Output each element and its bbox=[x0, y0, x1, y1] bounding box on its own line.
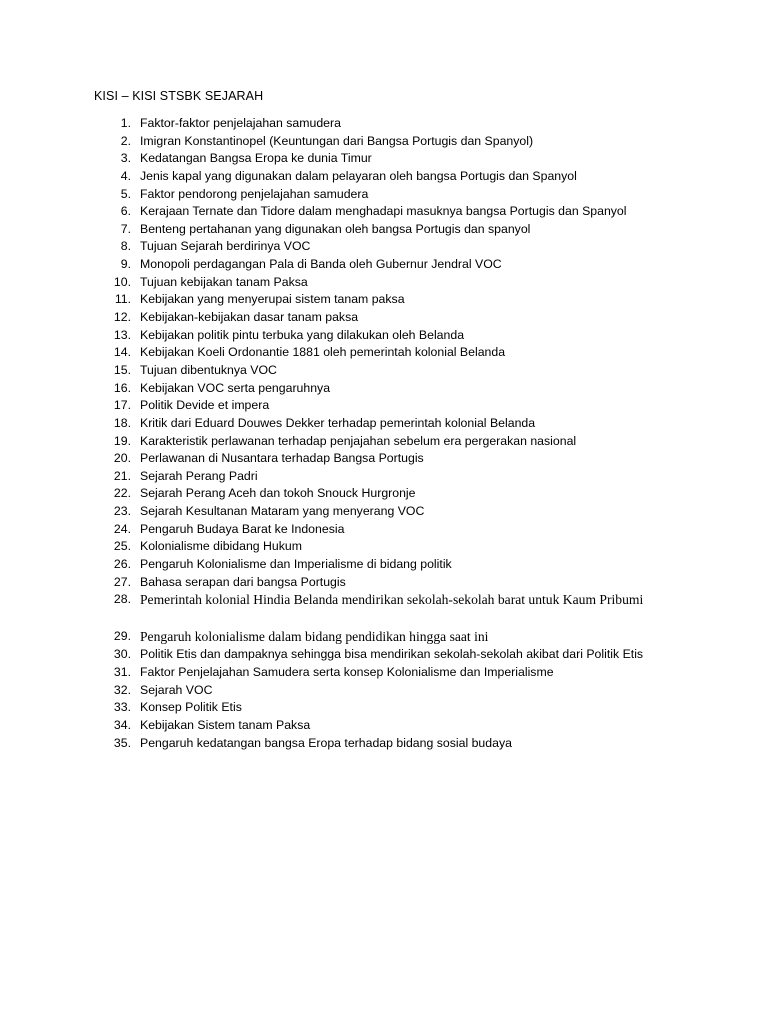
list-item bbox=[0, 309, 768, 327]
item-number: 2. bbox=[120, 133, 131, 148]
item-number: 28. bbox=[113, 592, 131, 607]
item-text: Sejarah VOC bbox=[140, 682, 213, 697]
item-number: 5. bbox=[120, 186, 131, 201]
list-item bbox=[0, 415, 768, 433]
list-item bbox=[0, 274, 768, 292]
list-item bbox=[0, 735, 768, 753]
item-number: 34. bbox=[113, 717, 131, 732]
item-number: 13. bbox=[113, 327, 131, 342]
list-item bbox=[0, 150, 768, 168]
item-number: 19. bbox=[113, 433, 131, 448]
list-item bbox=[0, 327, 768, 345]
list-item bbox=[0, 591, 768, 628]
item-number: 30. bbox=[113, 647, 131, 662]
item-text: Kebijakan Koeli Ordonantie 1881 oleh pemerintah kolonial Belanda bbox=[140, 345, 506, 360]
item-text: Kebijakan VOC serta pengaruhnya bbox=[140, 380, 331, 395]
item-text: Sejarah Kesultanan Mataram yang menyerang VOC bbox=[140, 504, 425, 519]
item-number: 24. bbox=[113, 521, 131, 536]
item-number: 18. bbox=[113, 415, 131, 430]
item-number: 12. bbox=[113, 310, 131, 325]
list-item bbox=[0, 485, 768, 503]
item-text: Pengaruh Kolonialisme dan Imperialisme di bidang politik bbox=[140, 557, 452, 572]
list-item bbox=[0, 503, 768, 521]
list-item bbox=[0, 256, 768, 274]
item-number: 14. bbox=[113, 345, 131, 360]
list-item bbox=[0, 521, 768, 539]
list-item bbox=[0, 115, 768, 133]
item-number: 8. bbox=[120, 239, 131, 254]
item-text: Tujuan kebijakan tanam Paksa bbox=[140, 274, 308, 289]
item-text: Kebijakan politik pintu terbuka yang dilakukan oleh Belanda bbox=[140, 327, 465, 342]
item-text: Monopoli perdagangan Pala di Banda oleh Gubernur Jendral VOC bbox=[140, 257, 502, 272]
list-item bbox=[0, 291, 768, 309]
item-number: 32. bbox=[113, 682, 131, 697]
item-text: Perlawanan di Nusantara terhadap Bangsa Portugis bbox=[140, 451, 424, 466]
item-number: 22. bbox=[113, 486, 131, 501]
item-text: Faktor Penjelajahan Samudera serta konsep Kolonialisme dan Imperialisme bbox=[140, 664, 554, 679]
list-item bbox=[0, 628, 768, 646]
item-text: Kedatangan Bangsa Eropa ke dunia Timur bbox=[140, 151, 372, 166]
list-item bbox=[0, 538, 768, 556]
item-text: Faktor pendorong penjelajahan samudera bbox=[140, 186, 369, 201]
item-number: 20. bbox=[113, 451, 131, 466]
list-item bbox=[0, 344, 768, 362]
item-number: 23. bbox=[113, 504, 131, 519]
item-text: Tujuan Sejarah berdirinya VOC bbox=[140, 239, 311, 254]
list-item bbox=[0, 186, 768, 204]
list-item bbox=[0, 397, 768, 415]
item-number: 21. bbox=[113, 468, 131, 483]
item-text: Kebijakan Sistem tanam Paksa bbox=[140, 717, 311, 732]
item-text: Tujuan dibentuknya VOC bbox=[140, 362, 277, 377]
item-number: 9. bbox=[120, 257, 131, 272]
item-text: Kerajaan Ternate dan Tidore dalam menghadapi masuknya bangsa Portugis dan Spanyol bbox=[140, 204, 627, 219]
list-item bbox=[0, 682, 768, 700]
item-number: 7. bbox=[120, 221, 131, 236]
list-item bbox=[0, 168, 768, 186]
list-item bbox=[0, 380, 768, 398]
item-text: Kolonialisme dibidang Hukum bbox=[140, 539, 302, 554]
item-number: 26. bbox=[113, 557, 131, 572]
item-text: Imigran Konstantinopel (Keuntungan dari Bangsa Portugis dan Spanyol) bbox=[140, 133, 534, 148]
item-number: 3. bbox=[120, 151, 131, 166]
item-text: Benteng pertahanan yang digunakan oleh bangsa Portugis dan spanyol bbox=[140, 221, 531, 236]
item-text: Pengaruh Budaya Barat ke Indonesia bbox=[140, 521, 345, 536]
item-number: 15. bbox=[113, 362, 131, 377]
list-item bbox=[0, 699, 768, 717]
item-text: Kebijakan yang menyerupai sistem tanam paksa bbox=[140, 292, 405, 307]
item-number: 6. bbox=[120, 204, 131, 219]
item-number: 11. bbox=[114, 292, 131, 307]
item-number: 17. bbox=[113, 398, 131, 413]
list-item bbox=[0, 221, 768, 239]
document-title: KISI – KISI STSBK SEJARAH bbox=[94, 89, 264, 103]
topic-list bbox=[0, 115, 768, 752]
list-item bbox=[0, 450, 768, 468]
list-item bbox=[0, 468, 768, 486]
item-number: 4. bbox=[120, 168, 131, 183]
item-text: Politik Devide et impera bbox=[140, 398, 270, 413]
item-text: Sejarah Perang Aceh dan tokoh Snouck Hurgronje bbox=[140, 486, 416, 501]
item-text: Konsep Politik Etis bbox=[140, 700, 242, 715]
list-item bbox=[0, 574, 768, 592]
item-number: 27. bbox=[113, 574, 131, 589]
list-item bbox=[0, 238, 768, 256]
item-number: 29. bbox=[113, 629, 131, 644]
item-number: 10. bbox=[113, 274, 131, 289]
item-text: Pengaruh kedatangan bangsa Eropa terhadap bidang sosial budaya bbox=[140, 735, 512, 750]
item-number: 35. bbox=[113, 735, 131, 750]
item-text: Pemerintah kolonial Hindia Belanda mendirikan sekolah-sekolah barat untuk Kaum Pribumi bbox=[140, 592, 644, 608]
item-text: Politik Etis dan dampaknya sehingga bisa mendirikan sekolah-sekolah akibat dari Politik Etis bbox=[140, 647, 644, 662]
list-item bbox=[0, 664, 768, 682]
item-text: Pengaruh kolonialisme dalam bidang pendidikan hingga saat ini bbox=[140, 629, 489, 645]
list-item bbox=[0, 133, 768, 151]
item-number: 25. bbox=[113, 539, 131, 554]
list-item bbox=[0, 717, 768, 735]
item-text: Sejarah Perang Padri bbox=[140, 468, 258, 483]
item-number: 31. bbox=[113, 664, 131, 679]
list-item bbox=[0, 646, 768, 664]
item-text: Kritik dari Eduard Douwes Dekker terhadap pemerintah kolonial Belanda bbox=[140, 415, 536, 430]
item-text: Bahasa serapan dari bangsa Portugis bbox=[140, 574, 346, 589]
item-text: Karakteristik perlawanan terhadap penjajahan sebelum era pergerakan nasional bbox=[140, 433, 577, 448]
list-item bbox=[0, 433, 768, 451]
item-number: 33. bbox=[113, 700, 131, 715]
item-text: Jenis kapal yang digunakan dalam pelayaran oleh bangsa Portugis dan Spanyol bbox=[140, 168, 577, 183]
list-item bbox=[0, 362, 768, 380]
item-number: 16. bbox=[113, 380, 131, 395]
list-item bbox=[0, 203, 768, 221]
list-item bbox=[0, 556, 768, 574]
item-text: Faktor-faktor penjelajahan samudera bbox=[140, 116, 341, 130]
item-number: 1. bbox=[120, 116, 131, 130]
item-text: Kebijakan-kebijakan dasar tanam paksa bbox=[140, 310, 359, 325]
